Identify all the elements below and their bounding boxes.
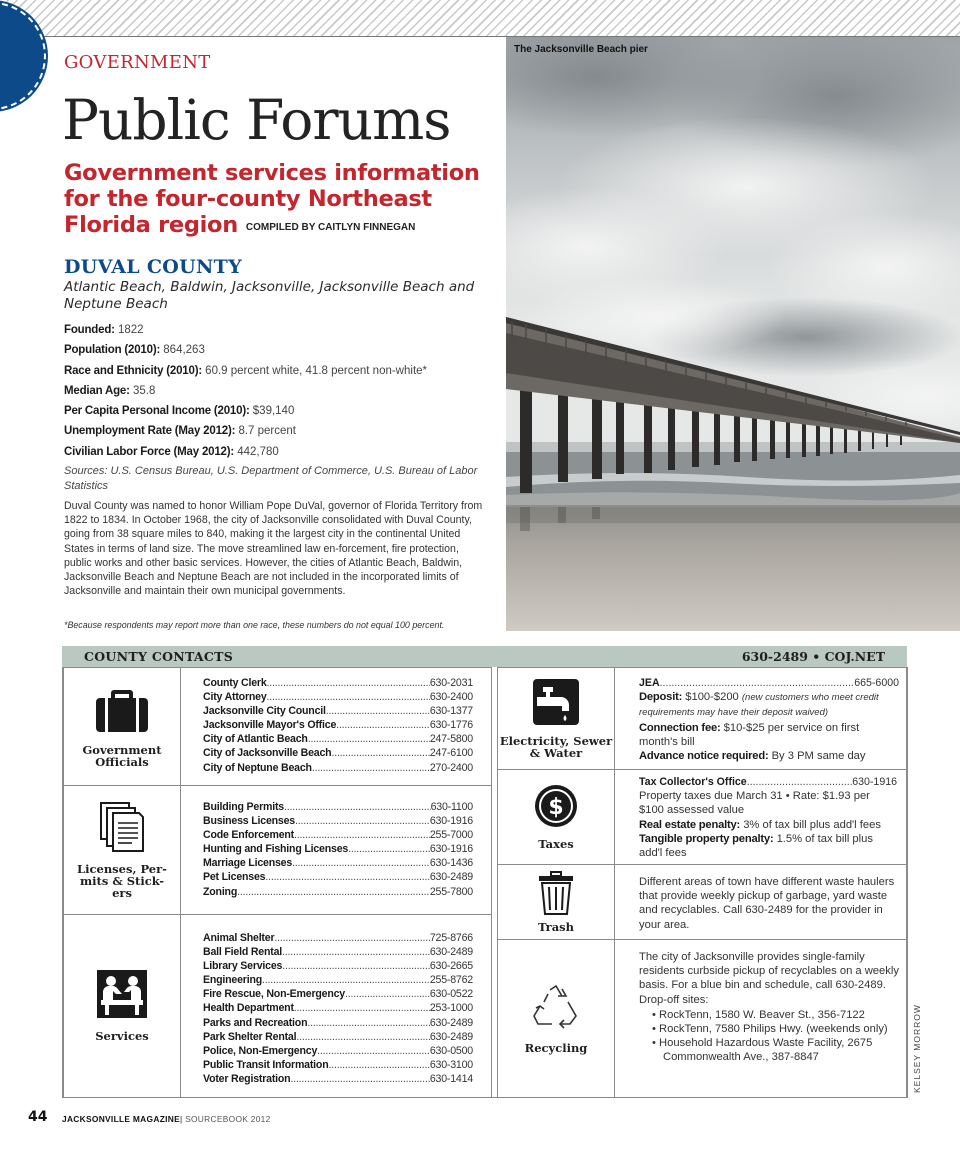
list-item: Jacksonville City Council ..... 630-1377 — [203, 704, 473, 718]
page-number: 44 — [28, 1109, 48, 1125]
list-item: Zoning ..... 255-7800 — [203, 885, 473, 899]
documents-icon — [99, 801, 145, 853]
page-title: Public Forums — [62, 88, 451, 152]
list-item: Jacksonville Mayor's Office ..... 630-1776 — [203, 718, 473, 732]
taxes-cell — [497, 769, 615, 865]
utilities-info — [639, 676, 899, 763]
county-title: DUVAL COUNTY — [64, 256, 242, 278]
services-list — [203, 931, 473, 1086]
tax-office-row: Tax Collector's Office ..... 630-1916 — [639, 775, 897, 789]
utilities-info-cell — [614, 667, 908, 770]
trash-info-cell — [614, 864, 908, 940]
photo-caption: The Jacksonville Beach pier — [514, 44, 648, 55]
list-item: • Household Hazardous Waste Facility, 2675 Commonwealth Ave., 387-8847 — [639, 1036, 901, 1064]
deposit-row: Deposit: $100-$200 (new customers who meet credit requirements may have their deposit waived) — [639, 691, 879, 719]
licenses-label: Licenses, Per-mits & Stick-ers — [77, 862, 167, 900]
taxes-info-cell — [614, 769, 908, 865]
faucet-icon — [533, 679, 579, 725]
subtitle — [64, 160, 494, 241]
recycling-info — [639, 950, 901, 1065]
list-item: Hunting and Fishing Licenses ..... 630-1916 — [203, 842, 473, 856]
recycling-text: The city of Jacksonville provides single-family residents curbside pickup of recyclables on a weekly basis. For a blue bin and schedule, call 630-2489. Drop-off sites: — [639, 951, 899, 1006]
real-estate-penalty-row: Real estate penalty: 3% of tax bill plus add'l fees — [639, 818, 881, 831]
recycling-cell — [497, 939, 615, 1098]
list-item: Animal Shelter ..... 725-8766 — [203, 931, 473, 945]
briefcase-icon — [94, 686, 150, 734]
trash-cell — [497, 864, 615, 940]
sources-note: Sources: U.S. Census Bureau, U.S. Department of Commerce, U.S. Bureau of Labor Statistics — [64, 465, 478, 492]
licenses-list — [203, 800, 473, 899]
utilities-cell — [497, 667, 615, 770]
list-item: Library Services ..... 630-2665 — [203, 959, 473, 973]
trash-can-icon — [538, 871, 574, 915]
list-item: • RockTenn, 7580 Philips Hwy. (weekends only) — [639, 1022, 901, 1036]
county-contacts-bar — [62, 646, 907, 667]
fact-population: Population (2010): 864,263 — [64, 344, 205, 357]
pier-photo — [506, 37, 960, 631]
government-officials-cell — [63, 667, 181, 786]
pier-illustration — [506, 37, 960, 631]
tangible-penalty-row: Tangible property penalty: 1.5% of tax bill plus add'l fees — [639, 832, 873, 860]
list-item: Business Licenses ..... 630-1916 — [203, 814, 473, 828]
licenses-cell — [63, 785, 181, 915]
list-item: County Clerk ..... 630-2031 — [203, 676, 473, 690]
list-item: City of Jacksonville Beach ..... 247-6100 — [203, 746, 473, 760]
contacts-phone-site: 630-2489 • COJ.NET — [741, 649, 885, 664]
notice-row: Advance notice required: By 3 PM same day — [639, 750, 866, 763]
list-item: Building Permits ..... 630-1100 — [203, 800, 473, 814]
section-label: GOVERNMENT — [64, 52, 211, 73]
fact-income: Per Capita Personal Income (2010): $39,140 — [64, 405, 295, 418]
list-item: City Attorney ..... 630-2400 — [203, 690, 473, 704]
magazine-footer: JACKSONVILLE MAGAZINE| SOURCEBOOK 2012 — [62, 1114, 271, 1124]
list-item: Marriage Licenses ..... 630-1436 — [203, 856, 473, 870]
licenses-list-cell — [180, 785, 492, 915]
trash-info: Different areas of town have different waste haulers that provide weekly pickup of garbage, yard waste and recyclables. Call 630-2489 for the provider in your area. — [639, 876, 895, 931]
fact-unemployment: Unemployment Rate (May 2012): 8.7 percent — [64, 425, 296, 438]
county-cities: Atlantic Beach, Baldwin, Jacksonville, Jacksonville Beach and Neptune Beach — [64, 279, 475, 312]
services-label: Services — [95, 1029, 149, 1043]
dollar-coin-icon — [534, 784, 578, 828]
fact-founded: Founded: 1822 — [64, 324, 144, 336]
government-officials-list — [203, 676, 473, 775]
trash-label: Trash — [537, 920, 575, 934]
list-item: Public Transit Information ..... 630-3100 — [203, 1058, 473, 1072]
taxes-info — [639, 775, 897, 860]
utilities-label: Electricity, Sewer & Water — [499, 733, 613, 760]
list-item: Park Shelter Rental ..... 630-2489 — [203, 1030, 473, 1044]
tax-due-text: Property taxes due March 31 • Rate: $1.93 per $100 assessed value — [639, 790, 870, 817]
services-list-cell — [180, 914, 492, 1098]
hatched-header-band — [0, 0, 960, 37]
list-item: Engineering ..... 255-8762 — [203, 973, 473, 987]
list-item: • RockTenn, 1580 W. Beaver St., 356-7122 — [639, 1008, 901, 1022]
dropoff-sites — [639, 1008, 901, 1065]
list-item: Pet Licenses ..... 630-2489 — [203, 870, 473, 884]
county-facts — [64, 322, 494, 464]
connection-row: Connection fee: $10-$25 per service on first month's bill — [639, 721, 860, 748]
list-item: Police, Non-Emergency ..... 630-0500 — [203, 1044, 473, 1058]
government-officials-list-cell — [180, 667, 492, 786]
list-item: Health Department ..... 253-1000 — [203, 1001, 473, 1015]
jea-row: JEA ..... 665-6000 — [639, 676, 899, 690]
race-footnote: *Because respondents may report more than one race, these numbers do not equal 100 percent. — [64, 620, 445, 630]
contacts-panel — [62, 667, 907, 1098]
list-item: City of Atlantic Beach ..... 247-5800 — [203, 732, 473, 746]
fact-median-age: Median Age: 35.8 — [64, 384, 156, 397]
county-description: Duval County was named to honor William Pope DuVal, governor of Florida Territory from 1822 to 1834. In October 1968, the city of Jacksonville consolidated with Duval County, going from 38 square miles to 840, making it the largest city in the continental United States in terms of land size. The move streamlined law en-forcement, fire protection, public works and other basic services. However, the cities of Atlantic Beach, Baldwin, Jacksonville Beach and Neptune Beach are not included in the incorporated limits of Jacksonville and maintain their own municipal governments. — [64, 500, 483, 598]
list-item: Ball Field Rental ..... 630-2489 — [203, 945, 473, 959]
fact-race: Race and Ethnicity (2010): 60.9 percent white, 41.8 percent non-white* — [64, 364, 428, 377]
list-item: Code Enforcement ..... 255-7000 — [203, 828, 473, 842]
svg-text:$: $ — [548, 795, 564, 820]
fact-labor-force: Civilian Labor Force (May 2012): 442,780 — [64, 445, 279, 458]
list-item: Voter Registration ..... 630-1414 — [203, 1072, 473, 1086]
byline: COMPILED BY CAITLYN FINNEGAN — [245, 222, 416, 233]
list-item: Fire Rescue, Non-Emergency ..... 630-0522 — [203, 987, 473, 1001]
service-desk-icon — [97, 970, 147, 1018]
government-officials-label: Government Officials — [82, 742, 162, 769]
taxes-label: Taxes — [538, 837, 574, 851]
recycling-info-cell — [614, 939, 908, 1098]
photo-credit: KELSEY MORROW — [912, 1004, 922, 1093]
recycling-label: Recycling — [524, 1040, 588, 1055]
list-item: Parks and Recreation ..... 630-2489 — [203, 1016, 473, 1030]
recycle-icon — [530, 984, 582, 1032]
list-item: City of Neptune Beach ..... 270-2400 — [203, 761, 473, 775]
subtitle-text: Government services information for the four-county Northeast Florida region — [64, 160, 480, 238]
contacts-heading: COUNTY CONTACTS — [84, 649, 234, 664]
services-cell — [63, 914, 181, 1098]
